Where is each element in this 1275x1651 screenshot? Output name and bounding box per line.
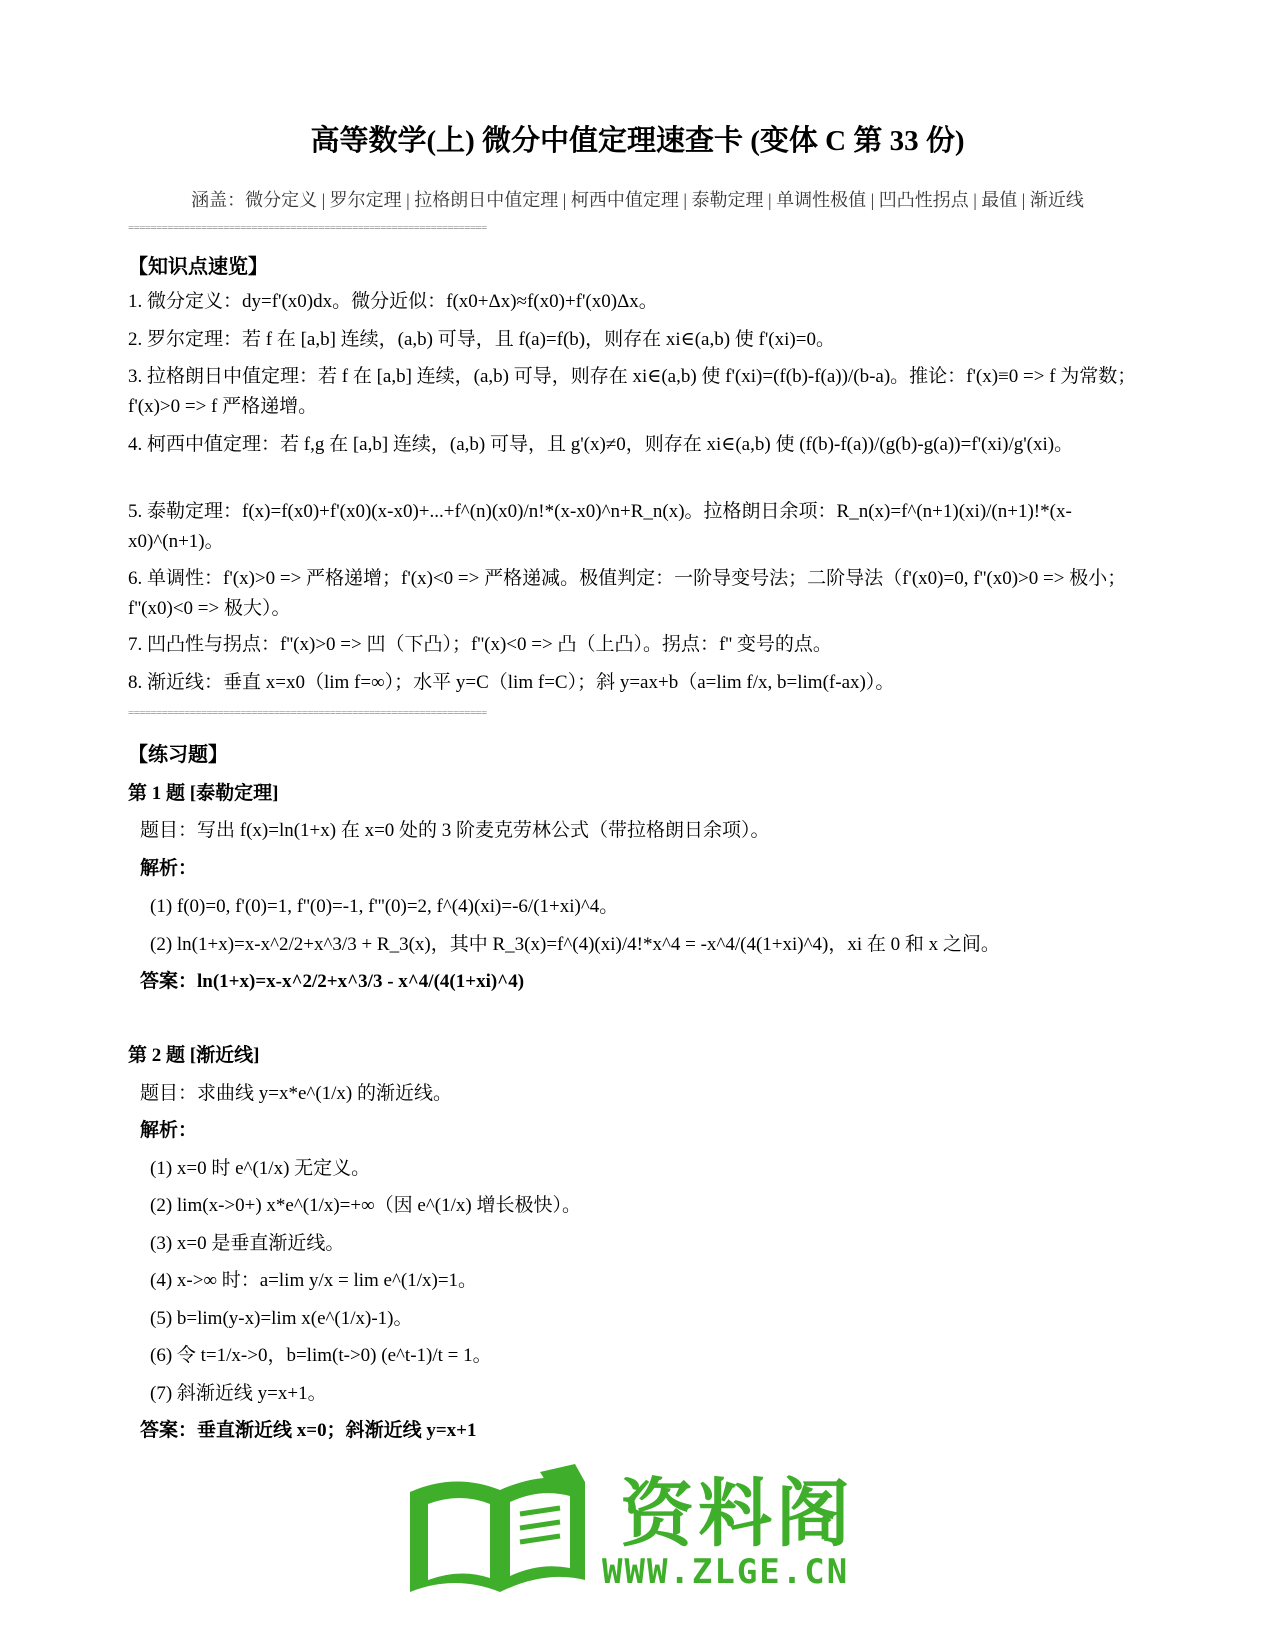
analysis-step: (2) ln(1+x)=x-x^2/2+x^3/3 + R_3(x)，其中 R_3(x)=f^(4)(xi)/4!*x^4 = -x^4/(4(1+xi)^4)，xi 在 0 和 x 之间。: [150, 934, 1000, 955]
analysis-label: 解析：: [140, 858, 198, 879]
answer-text: 答案：ln(1+x)=x-x^2/2+x^3/3 - x^4/(4(1+xi)^4): [140, 971, 525, 992]
knowledge-item: 7. 凹凸性与拐点：f''(x)>0 => 凹（下凸）；f''(x)<0 => 凸（上凸）。拐点：f'' 变号的点。: [128, 634, 832, 655]
page-subtitle: 涵盖：微分定义 | 罗尔定理 | 拉格朗日中值定理 | 柯西中值定理 | 泰勒定理 | 单调性极值 | 凹凸性拐点 | 最值 | 渐近线: [191, 190, 1084, 210]
knowledge-item: 5. 泰勒定理：f(x)=f(x0)+f'(x0)(x-x0)+...+f^(n)(x0)/n!*(x-x0)^n+R_n(x)。拉格朗日余项：R_n(x)=f^(n+1)(xi)/(n+1)!*(x-x0)^(n+1)。: [128, 501, 1072, 552]
analysis-step: (1) f(0)=0, f'(0)=1, f''(0)=-1, f'''(0)=2, f^(4)(xi)=-6/(1+xi)^4。: [150, 896, 619, 917]
practice-heading: 【练习题】: [128, 744, 228, 766]
analysis-step: (2) lim(x->0+) x*e^(1/x)=+∞（因 e^(1/x) 增长极快）。: [150, 1195, 581, 1216]
question-title: 第 2 题 [渐近线]: [128, 1045, 260, 1066]
divider: ================================================================: [128, 707, 487, 719]
watermark-text: 资料阁: [620, 1471, 854, 1557]
analysis-step: (1) x=0 时 e^(1/x) 无定义。: [150, 1158, 371, 1179]
divider: ================================================================: [128, 222, 487, 234]
question-title: 第 1 题 [泰勒定理]: [128, 783, 279, 804]
knowledge-heading: 【知识点速览】: [128, 256, 268, 278]
answer-text: 答案：垂直渐近线 x=0；斜渐近线 y=x+1: [140, 1420, 477, 1441]
knowledge-item: 3. 拉格朗日中值定理：若 f 在 [a,b] 连续，(a,b) 可导，则存在 xi∈(a,b) 使 f'(xi)=(f(b)-f(a))/(b-a)。推论：f'(x)≡0 => f 为常数；f'(x)>0 => f 严格递增。: [128, 366, 1137, 417]
knowledge-item: 2. 罗尔定理：若 f 在 [a,b] 连续，(a,b) 可导，且 f(a)=f(b)，则存在 xi∈(a,b) 使 f'(xi)=0。: [128, 329, 835, 350]
knowledge-item: 1. 微分定义：dy=f'(x0)dx。微分近似：f(x0+Δx)≈f(x0)+f'(x0)Δx。: [128, 291, 658, 312]
knowledge-item: 6. 单调性：f'(x)>0 => 严格递增；f'(x)<0 => 严格递减。极值判定：一阶导变号法；二阶导法（f'(x0)=0, f''(x0)>0 => 极小；f''(x0)<0 => 极大）。: [128, 568, 1127, 619]
analysis-step: (6) 令 t=1/x->0，b=lim(t->0) (e^t-1)/t = 1。: [150, 1345, 492, 1366]
knowledge-item: 8. 渐近线：垂直 x=x0（lim f=∞）；水平 y=C（lim f=C）；斜 y=ax+b（a=lim f/x, b=lim(f-ax)）。: [128, 672, 895, 693]
analysis-label: 解析：: [140, 1120, 198, 1141]
question-text: 题目：写出 f(x)=ln(1+x) 在 x=0 处的 3 阶麦克劳林公式（带拉格朗日余项）。: [140, 820, 770, 841]
watermark-url: WWW.ZLGE.CN: [602, 1552, 850, 1592]
analysis-step: (3) x=0 是垂直渐近线。: [150, 1233, 345, 1254]
question-text: 题目：求曲线 y=x*e^(1/x) 的渐近线。: [140, 1083, 452, 1104]
analysis-step: (5) b=lim(y-x)=lim x(e^(1/x)-1)。: [150, 1308, 413, 1329]
analysis-step: (4) x->∞ 时：a=lim y/x = lim e^(1/x)=1。: [150, 1270, 478, 1291]
page-title: 高等数学(上) 微分中值定理速查卡 (变体 C 第 33 份): [310, 125, 965, 157]
analysis-step: (7) 斜渐近线 y=x+1。: [150, 1383, 327, 1404]
knowledge-item: 4. 柯西中值定理：若 f,g 在 [a,b] 连续，(a,b) 可导，且 g'(x)≠0，则存在 xi∈(a,b) 使 (f(b)-f(a))/(g(b)-g(a))=f'(xi)/g'(xi)。: [128, 434, 1074, 455]
